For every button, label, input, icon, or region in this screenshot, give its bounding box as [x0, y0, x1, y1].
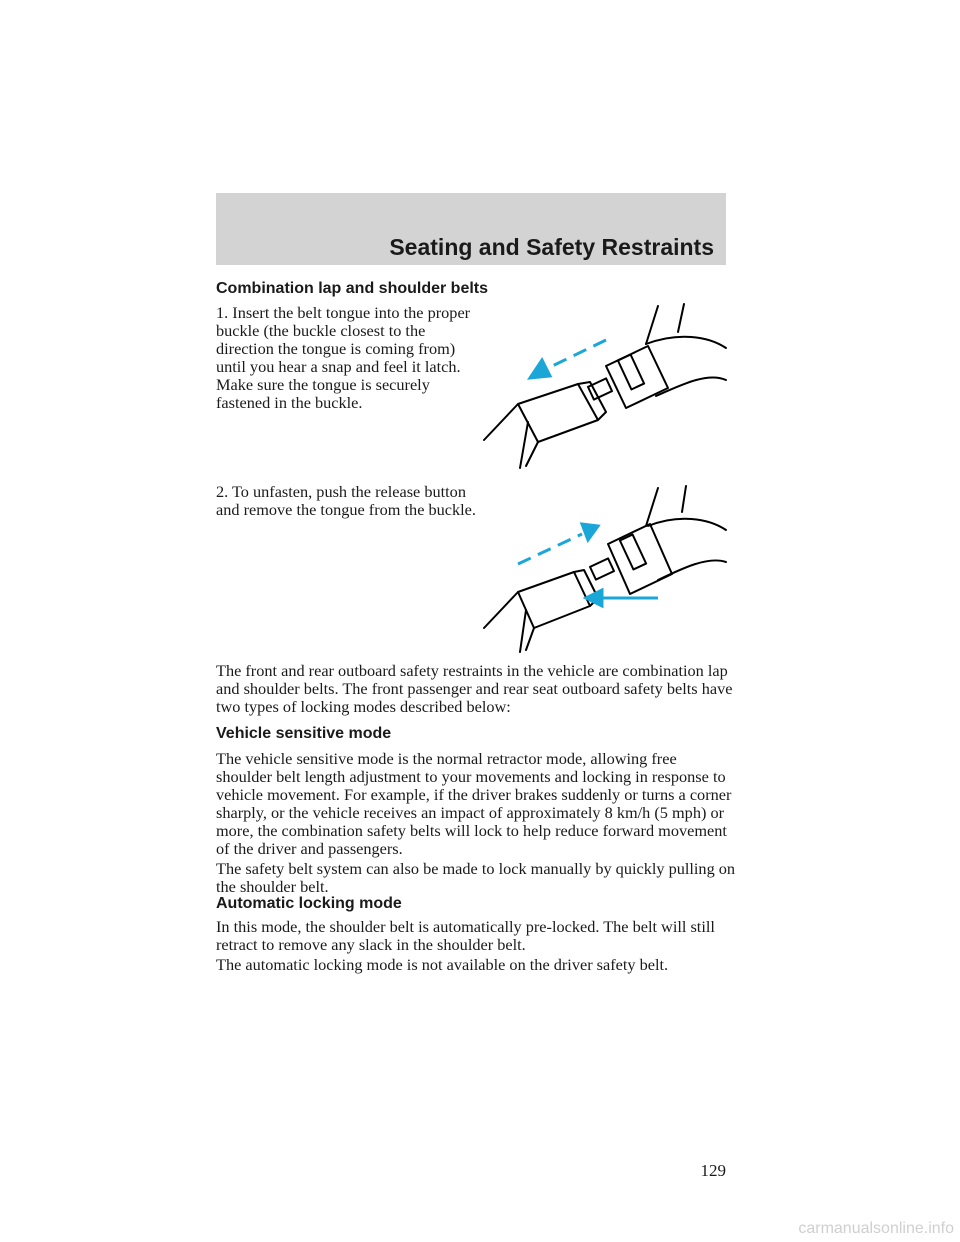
insert-direction-arrow-icon [530, 340, 606, 378]
buckle-fasten-illustration [478, 296, 730, 472]
section-title: Seating and Safety Restraints [389, 234, 714, 260]
footer-watermark: carmanualsonline.info [798, 1220, 954, 1237]
alm-paragraph-1: In this mode, the shoulder belt is automatically pre-locked. The belt will still retract to remove any slack in the shoulder belt. [216, 917, 715, 954]
push-release-arrow-icon [586, 590, 658, 606]
vsm-paragraph-1: The vehicle sensitive mode is the normal retractor mode, allowing free shoulder belt length adjustment to your movements and locking in response to vehicle movement. For example, if the driver brakes suddenly or turns a corner sharply, or the vehicle receives an impact of approximately 8 km/h (5 mph) or more, the combination safety belts will lock to help reduce forward movement of the driver and passengers. [216, 749, 732, 858]
alm-paragraph-2: The automatic locking mode is not available on the driver safety belt. [216, 955, 669, 974]
step-2-text: 2. To unfasten, push the release button and remove the tongue from the buckle. [216, 482, 476, 519]
step-1-text: 1. Insert the belt tongue into the proper buckle (the buckle closest to the direction the tongue is coming from) until you hear a snap and feel it latch. Make sure the tongue is securely fastened in the buckle. [216, 303, 471, 412]
page-number: 129 [700, 1161, 726, 1180]
intro-paragraph: The front and rear outboard safety restraints in the vehicle are combination lap and shoulder belts. The front passenger and rear seat outboard safety belts have two types of locking modes described below: [216, 661, 733, 716]
remove-direction-arrow-icon [518, 524, 598, 564]
automatic-locking-mode-heading: Automatic locking mode [216, 895, 402, 912]
section-header-band [216, 193, 726, 265]
combo-belts-heading: Combination lap and shoulder belts [216, 280, 489, 297]
vehicle-sensitive-mode-heading: Vehicle sensitive mode [216, 725, 392, 742]
vsm-paragraph-2: The safety belt system can also be made to lock manually by quickly pulling on the shoulder belt. [216, 859, 736, 896]
buckle-release-illustration [478, 480, 730, 656]
